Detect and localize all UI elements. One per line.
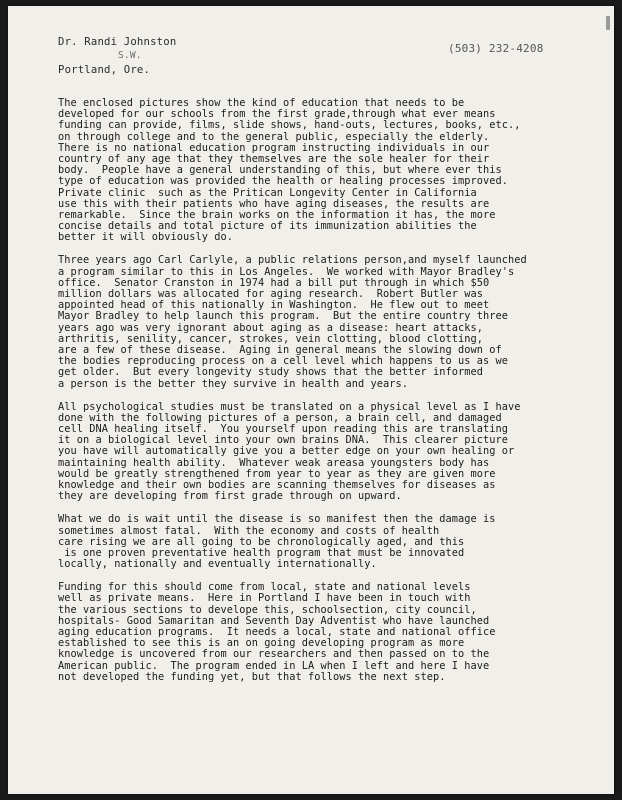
text-line: concise details and total picture of its immunization abilities the [58, 220, 477, 233]
text-line: years ago was very ignorant about aging as a disease: heart attacks, [58, 321, 483, 334]
text-line: type of education was provided the health or healing processes improved. [58, 175, 508, 188]
text-line: aging education programs. It needs a local, state and national office [58, 625, 496, 638]
text-line: knowledge is uncovered from our researchers and then passed on to the [58, 648, 490, 661]
text-line: body. People have a general understanding of this, but where ever this [58, 164, 502, 177]
sender-street: S.W. [118, 50, 142, 61]
text-line: Mayor Bradley to help launch this program. But the entire country three [58, 310, 508, 323]
text-line: Three years ago Carl Carlyle, a public relations person,and myself launched [58, 254, 527, 267]
text-line: use this with their patients who have aging diseases, the results are [58, 197, 490, 210]
paragraph-5 [58, 582, 588, 683]
staple-mark [606, 16, 610, 30]
text-line: funding can provide, films, slide shows, hand-outs, lectures, books, etc., [58, 119, 521, 132]
text-line: knowledge and their own bodies are scanning themselves for diseases as [58, 479, 496, 492]
letter-body [58, 98, 588, 695]
text-line: is one proven preventative health program that must be innovated [58, 546, 465, 559]
text-line: sometimes almost fatal. With the economy and costs of health [58, 524, 440, 537]
paragraph-1 [58, 98, 588, 244]
text-line: appointed head of this nationally in Washington. He flew out to meet [58, 299, 490, 312]
paragraph-4 [58, 514, 588, 570]
text-line: million dollars was allocated for aging research. Robert Butler was [58, 288, 483, 301]
sender-name: Dr. Randi Johnston [58, 36, 177, 48]
text-line: established to see this is an on going developing program as more [58, 637, 465, 650]
text-line: it on a biological level into your own brains DNA. This clearer picture [58, 434, 508, 447]
text-line: would be greatly strengthened from year to year as they are given more [58, 467, 496, 480]
text-line: on through college and to the general public, especially the elderly. [58, 130, 490, 143]
text-line: not developed the funding yet, but that follows the next step. [58, 670, 446, 683]
text-line: The enclosed pictures show the kind of education that needs to be [58, 97, 465, 109]
text-line: hospitals- Good Samaritan and Seventh Day Adventist who have launched [58, 614, 490, 627]
text-line: developed for our schools from the first grade,through what ever means [58, 108, 496, 121]
text-line: locally, nationally and eventually internationally. [58, 558, 377, 571]
text-line: maintaining health ability. Whatever weak areasa youngsters body has [58, 456, 490, 469]
text-line: done with the following pictures of a person, a brain cell, and damaged [58, 411, 502, 424]
text-line: arthritis, senility, cancer, strokes, vein clotting, blood clotting, [58, 332, 483, 345]
paragraph-3 [58, 402, 588, 503]
paragraph-2 [58, 255, 588, 389]
text-line: the various sections to develope this, schoolsection, city council, [58, 603, 477, 616]
text-line: they are developing from first grade through on upward. [58, 490, 402, 503]
text-line: care rising we are all going to be chronologically aged, and this [58, 535, 465, 548]
text-line: you have will automatically give you a better edge on your own healing or [58, 445, 515, 458]
text-line: a person is the better they survive in health and years. [58, 377, 408, 390]
letter-page [8, 6, 614, 794]
text-line: the bodies reproducing process on a cell level which happens to us as we [58, 355, 508, 368]
text-line: There is no national education program instructing individuals in our [58, 141, 490, 154]
text-line: well as private means. Here in Portland I have been in touch with [58, 592, 471, 605]
text-line: American public. The program ended in LA when I left and here I have [58, 659, 490, 672]
text-line: country of any age that they themselves are the sole healer for their [58, 153, 490, 166]
text-line: are a few of these disease. Aging in general means the slowing down of [58, 344, 502, 357]
text-line: office. Senator Cranston in 1974 had a bill put through in which $50 [58, 276, 490, 289]
letterhead [58, 36, 558, 76]
text-line: better it will obviously do. [58, 231, 233, 244]
sender-city: Portland, Ore. [58, 64, 151, 76]
text-line: a program similar to this in Los Angeles. We worked with Mayor Bradley's [58, 265, 515, 278]
text-line: What we do is wait until the disease is so manifest then the damage is [58, 513, 496, 526]
text-line: Private clinic such as the Pritican Longevity Center in California [58, 186, 477, 199]
text-line: cell DNA healing itself. You yourself upon reading this are translating [58, 423, 508, 436]
sender-phone: (503) 232-4208 [448, 42, 544, 55]
text-line: get older. But every longevity study shows that the better informed [58, 366, 483, 379]
text-line: Funding for this should come from local, state and national levels [58, 581, 471, 594]
text-line: All psychological studies must be translated on a physical level as I have [58, 400, 521, 413]
text-line: remarkable. Since the brain works on the information it has, the more [58, 209, 496, 222]
